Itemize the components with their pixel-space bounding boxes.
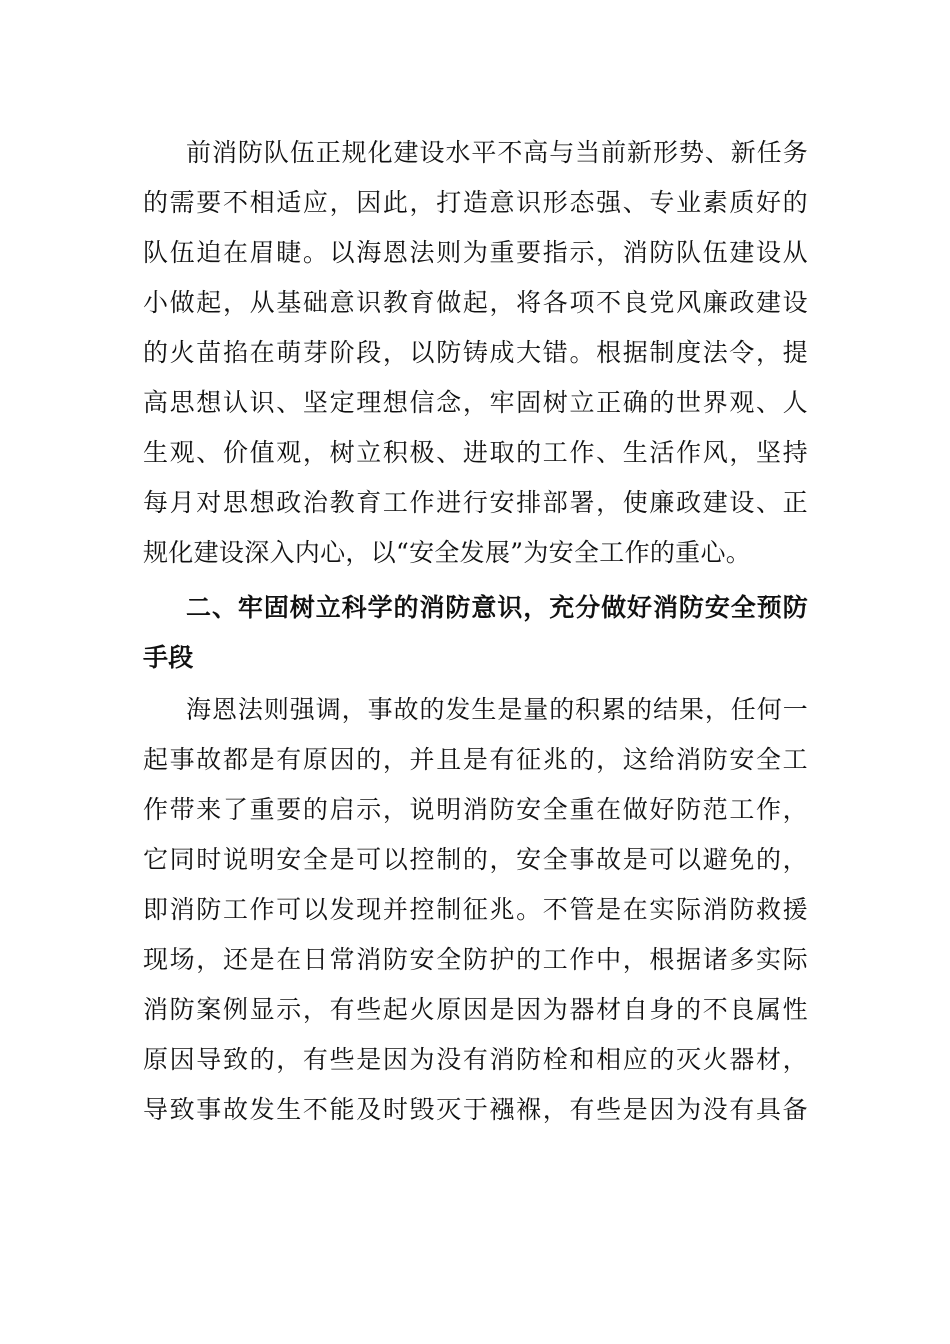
paragraph-line: 每月对思想政治教育工作进行安排部署，使廉政建设、正 bbox=[143, 488, 808, 517]
paragraph-line: 高思想认识、坚定理想信念，牢固树立正确的世界观、人 bbox=[143, 388, 808, 417]
heading-line: 手段 bbox=[143, 643, 194, 672]
paragraph-line: 现场，还是在日常消防安全防护的工作中，根据诸多实际 bbox=[143, 945, 808, 974]
paragraph-line: 起事故都是有原因的，并且是有征兆的，这给消防安全工 bbox=[143, 745, 808, 774]
paragraph-line: 它同时说明安全是可以控制的，安全事故是可以避免的， bbox=[143, 845, 808, 874]
paragraph-line: 消防案例显示，有些起火原因是因为器材自身的不良属性 bbox=[143, 995, 808, 1024]
paragraph-line: 的需要不相适应，因此，打造意识形态强、专业素质好的 bbox=[143, 188, 808, 217]
paragraph-line: 原因导致的，有些是因为没有消防栓和相应的灭火器材， bbox=[143, 1045, 808, 1074]
paragraph-line: 队伍迫在眉睫。以海恩法则为重要指示，消防队伍建设从 bbox=[143, 238, 808, 267]
paragraph-line: 前消防队伍正规化建设水平不高与当前新形势、新任务 bbox=[186, 138, 808, 167]
paragraph-line: 导致事故发生不能及时毁灭于襁褓，有些是因为没有具备 bbox=[143, 1095, 808, 1124]
paragraph-line: 的火苗掐在萌芽阶段，以防铸成大错。根据制度法令，提 bbox=[143, 338, 808, 367]
paragraph-line: 海恩法则强调，事故的发生是量的积累的结果，任何一 bbox=[186, 695, 808, 724]
paragraph-line: 生观、价值观，树立积极、进取的工作、生活作风，坚持 bbox=[143, 438, 808, 467]
heading-line: 二、牢固树立科学的消防意识，充分做好消防安全预防 bbox=[186, 593, 808, 622]
paragraph-line: 作带来了重要的启示，说明消防安全重在做好防范工作， bbox=[143, 795, 808, 824]
paragraph-line: 规化建设深入内心，以“安全发展”为安全工作的重心。 bbox=[143, 538, 752, 567]
paragraph-line: 即消防工作可以发现并控制征兆。不管是在实际消防救援 bbox=[143, 895, 808, 924]
paragraph-line: 小做起，从基础意识教育做起，将各项不良党风廉政建设 bbox=[143, 288, 808, 317]
